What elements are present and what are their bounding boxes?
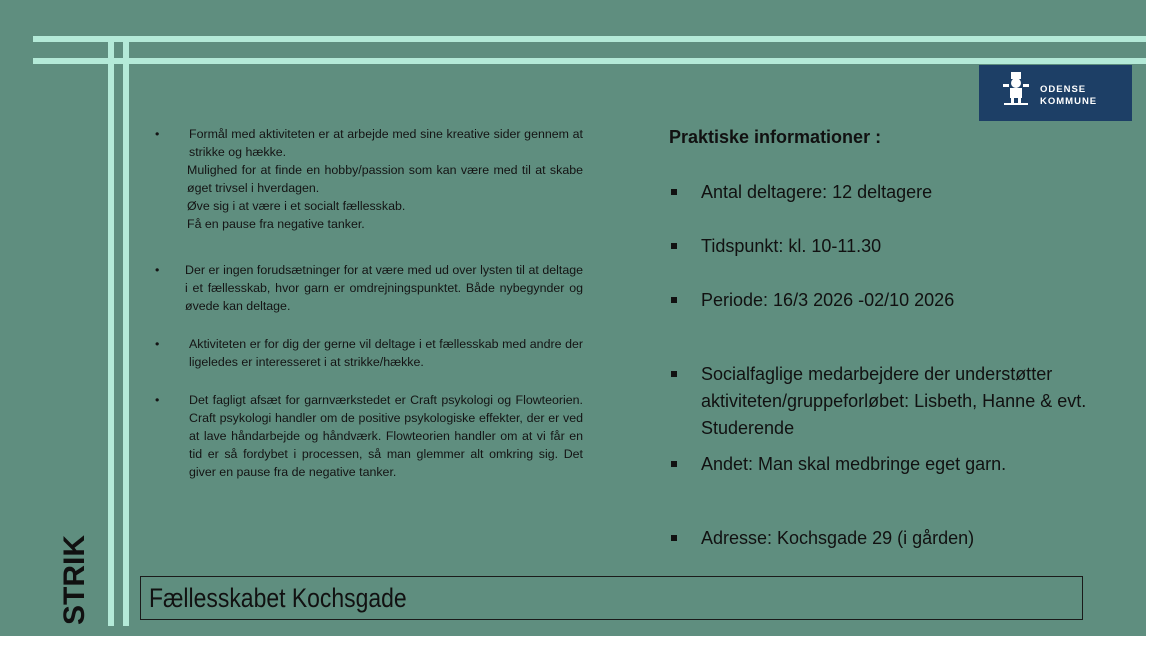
info-text: Antal deltagere: 12 deltagere bbox=[701, 182, 933, 202]
left-bullet-list bbox=[155, 125, 583, 501]
odense-crest-icon bbox=[1000, 70, 1032, 106]
info-text: Tidspunkt: kl. 10-11.30 bbox=[701, 236, 882, 256]
bullet-icon: • bbox=[155, 263, 160, 277]
bullet-text: Der er ingen forudsætninger for at være med ud over lysten til at deltage i et fællesskab, hvor garn er omdrejningspunktet. Både nybegynder og øvede kan deltage. bbox=[185, 263, 583, 313]
bullet-text: Formål med aktiviteten er at arbejde med sine kreative sider gennem at strikke og hække. bbox=[189, 127, 583, 159]
square-bullet-icon bbox=[671, 461, 677, 467]
square-bullet-icon bbox=[671, 243, 677, 249]
top-stripe-2 bbox=[33, 58, 1146, 64]
info-text: Periode: 16/3 2026 -02/10 2026 bbox=[701, 290, 955, 310]
practical-info-heading: Praktiske informationer : bbox=[669, 127, 882, 147]
info-text: Adresse: Kochsgade 29 (i gården) bbox=[701, 528, 975, 548]
info-item-period bbox=[669, 287, 1119, 314]
vertical-label: STRIK bbox=[58, 535, 91, 625]
square-bullet-icon bbox=[671, 189, 677, 195]
info-item-staff bbox=[669, 361, 1119, 442]
bullet-text: Det fagligt afsæt for garnværkstedet er Craft psykologi og Flowteorien. Craft psykologi handler om de positive psykologiske effekter, der er ved at lave håndarbejde og håndværk. Flowteorien handler om at vi får en tid er så fordybet i processen, så man glemmer alt omkring sig. Det giver en pause fra de negative tanker. bbox=[189, 393, 583, 479]
info-item-other bbox=[669, 451, 1119, 478]
bullet-icon: • bbox=[155, 127, 160, 141]
top-stripe-1 bbox=[33, 36, 1146, 42]
bullet-text: Aktiviteten er for dig der gerne vil deltage i et fællesskab med andre der ligeledes er interesseret i at strikke/hække. bbox=[189, 337, 583, 369]
info-item-participants bbox=[669, 179, 1119, 206]
sub-line: Mulighed for at finde en hobby/passion som kan være med til at skabe øget trivsel i hverdagen. bbox=[187, 163, 583, 195]
bullet-icon: • bbox=[155, 337, 160, 351]
odense-kommune-logo bbox=[979, 65, 1132, 121]
square-bullet-icon bbox=[671, 371, 677, 377]
page-title: Fællesskabet Kochsgade bbox=[149, 583, 407, 613]
vertical-stripe-1 bbox=[108, 42, 114, 626]
square-bullet-icon bbox=[671, 535, 677, 541]
square-bullet-icon bbox=[671, 297, 677, 303]
vertical-stripe-2 bbox=[123, 42, 129, 626]
sub-line: Øve sig i at være i et socialt fællesskab. bbox=[187, 199, 406, 213]
info-text: Socialfaglige medarbejdere der understøtter aktiviteten/gruppeforløbet: Lisbeth, Hanne & evt. Studerende bbox=[701, 364, 1087, 438]
info-item-address bbox=[669, 525, 1119, 552]
list-item bbox=[155, 391, 583, 481]
info-item-time bbox=[669, 233, 1119, 260]
title-box bbox=[140, 576, 1083, 620]
logo-line1: ODENSE bbox=[1040, 84, 1087, 95]
logo-line2: KOMMUNE bbox=[1040, 96, 1098, 107]
bullet-icon: • bbox=[155, 393, 160, 407]
list-item bbox=[155, 261, 583, 315]
sub-line: Få en pause fra negative tanker. bbox=[187, 217, 365, 231]
list-item bbox=[155, 125, 583, 233]
list-item bbox=[155, 335, 583, 371]
info-text: Andet: Man skal medbringe eget garn. bbox=[701, 454, 1007, 474]
